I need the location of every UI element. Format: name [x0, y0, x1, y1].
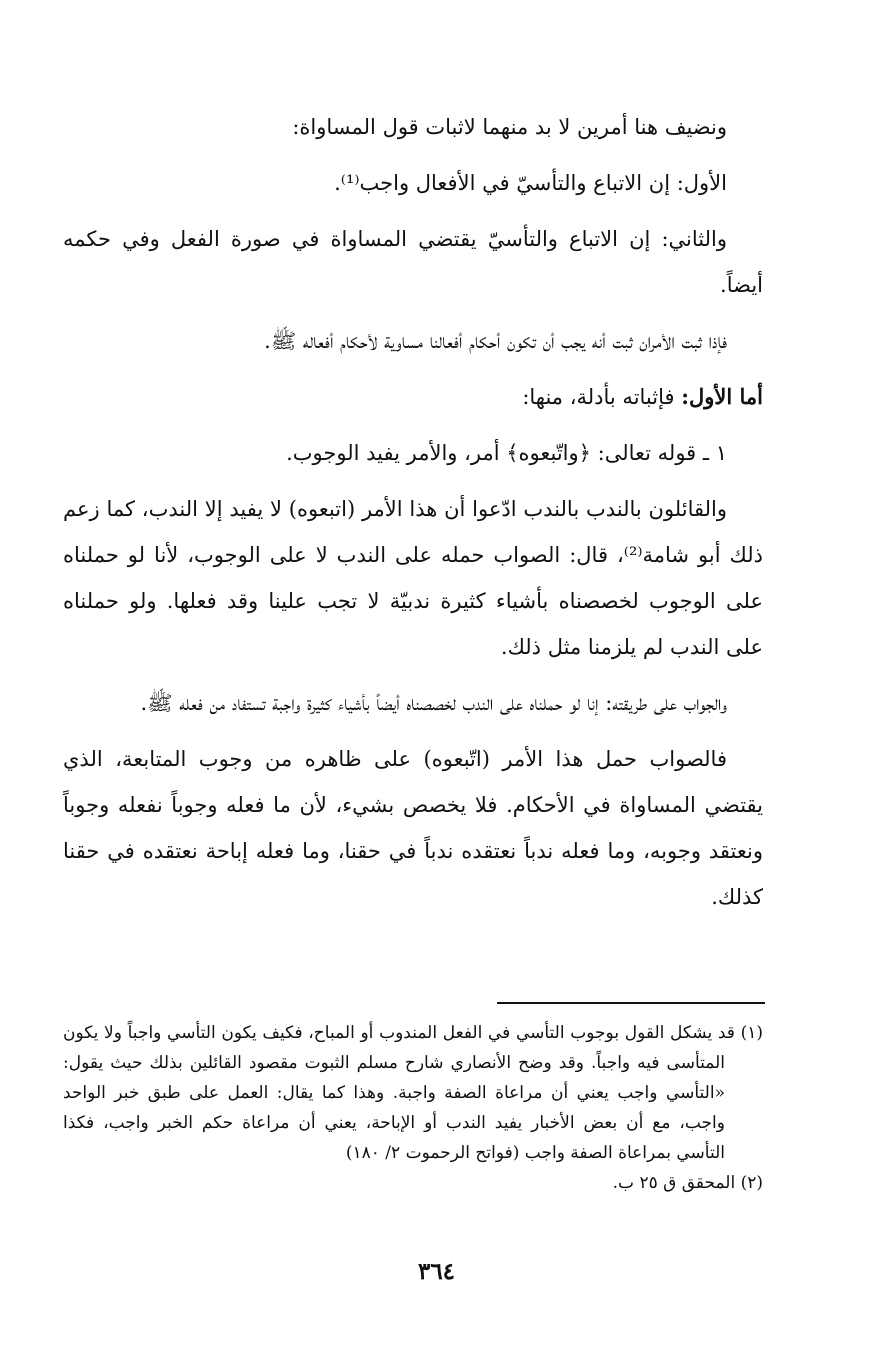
paragraph-proofs-heading	[63, 374, 763, 420]
footnote-1: (١) قد يشكل القول بوجوب التأسي في الفعل المندوب أو المباح، فكيف يكون التأسي واجباً ولا يكون المتأسى فيه واجباً. وقد وضح الأنصاري شارح مسلم الثبوت مقصود القائلين بذلك حيث يقول: «التأسي واجب يعني أن مراعاة الصفة واجبة. وهذا كما يقال: العمل على طبق خبر الواحد واجب، مع أن بعض الأخبار يفيد الندب أو الإباحة، يعني أن مراعاة حكم الخبر واجب، فكذا التأسي بمراعاة الصفة واجب (فواتح الرحموت ٢/ ١٨٠)	[63, 1023, 763, 1163]
main-text-body	[63, 104, 763, 930]
paragraph-intro: ونضيف هنا أمرين لا بد منهما لاثبات قول المساواة:	[292, 115, 727, 139]
paragraph-nadb-claim: والقائلون بالندب بالندب ادّعوا أن هذا الأمر (اتبعوه) لا يفيد إلا الندب، كما زعم ذلك أبو شامة⁽²⁾، قال: الصواب حمله على الندب لا على الوجوب، لأنا لو حملناه على الوجوب لخصصناه بأشياء كثيرة ندبيّة لا تجب علينا وقد فعلها. ولو حملناه على الندب لم يلزمنا مثل ذلك.	[63, 497, 763, 659]
footnote-divider	[497, 1002, 765, 1004]
footnotes-section	[63, 1018, 763, 1198]
paragraph-response: والجواب على طريقته: إنا لو حملناه على الندب لخصصناه أيضاً بأشياء كثيرة واجبة تستفاد من فعله ﷺ.	[140, 691, 727, 715]
proofs-heading-lead: أما الأول:	[681, 384, 763, 409]
footnote-2: (٢) المحقق ق ٢٥ ب.	[612, 1173, 763, 1193]
paragraph-correct-view: فالصواب حمل هذا الأمر (اتّبعوه) على ظاهره من وجوب المتابعة، الذي يقتضي المساواة في الأحكام. فلا يخصص بشيء، لأن ما فعله وجوباً نفعله وجوباً ونعتقد وجوبه، وما فعله ندباً نعتقده ندباً في حقنا، وما فعله إباحة نعتقده في حقنا كذلك.	[63, 747, 763, 909]
paragraph-first-matter: الأول: إن الاتباع والتأسيّ في الأفعال واجب⁽¹⁾.	[334, 171, 727, 195]
paragraph-conclusion: فإذا ثبت الأمران ثبت أنه يجب أن تكون أحكام أفعالنا مساوية لأحكام أفعاله ﷺ.	[264, 329, 727, 353]
paragraph-proof-one: ١ ـ قوله تعالى: ﴿واتّبعوه﴾ أمر، والأمر يفيد الوجوب.	[286, 441, 727, 465]
paragraph-second-matter: والثاني: إن الاتباع والتأسيّ يقتضي المساواة في صورة الفعل وفي حكمه أيضاً.	[63, 227, 763, 297]
page-number: ٣٦٤	[417, 1258, 456, 1285]
proofs-heading-rest: فإثباته بأدلة، منها:	[522, 385, 682, 409]
